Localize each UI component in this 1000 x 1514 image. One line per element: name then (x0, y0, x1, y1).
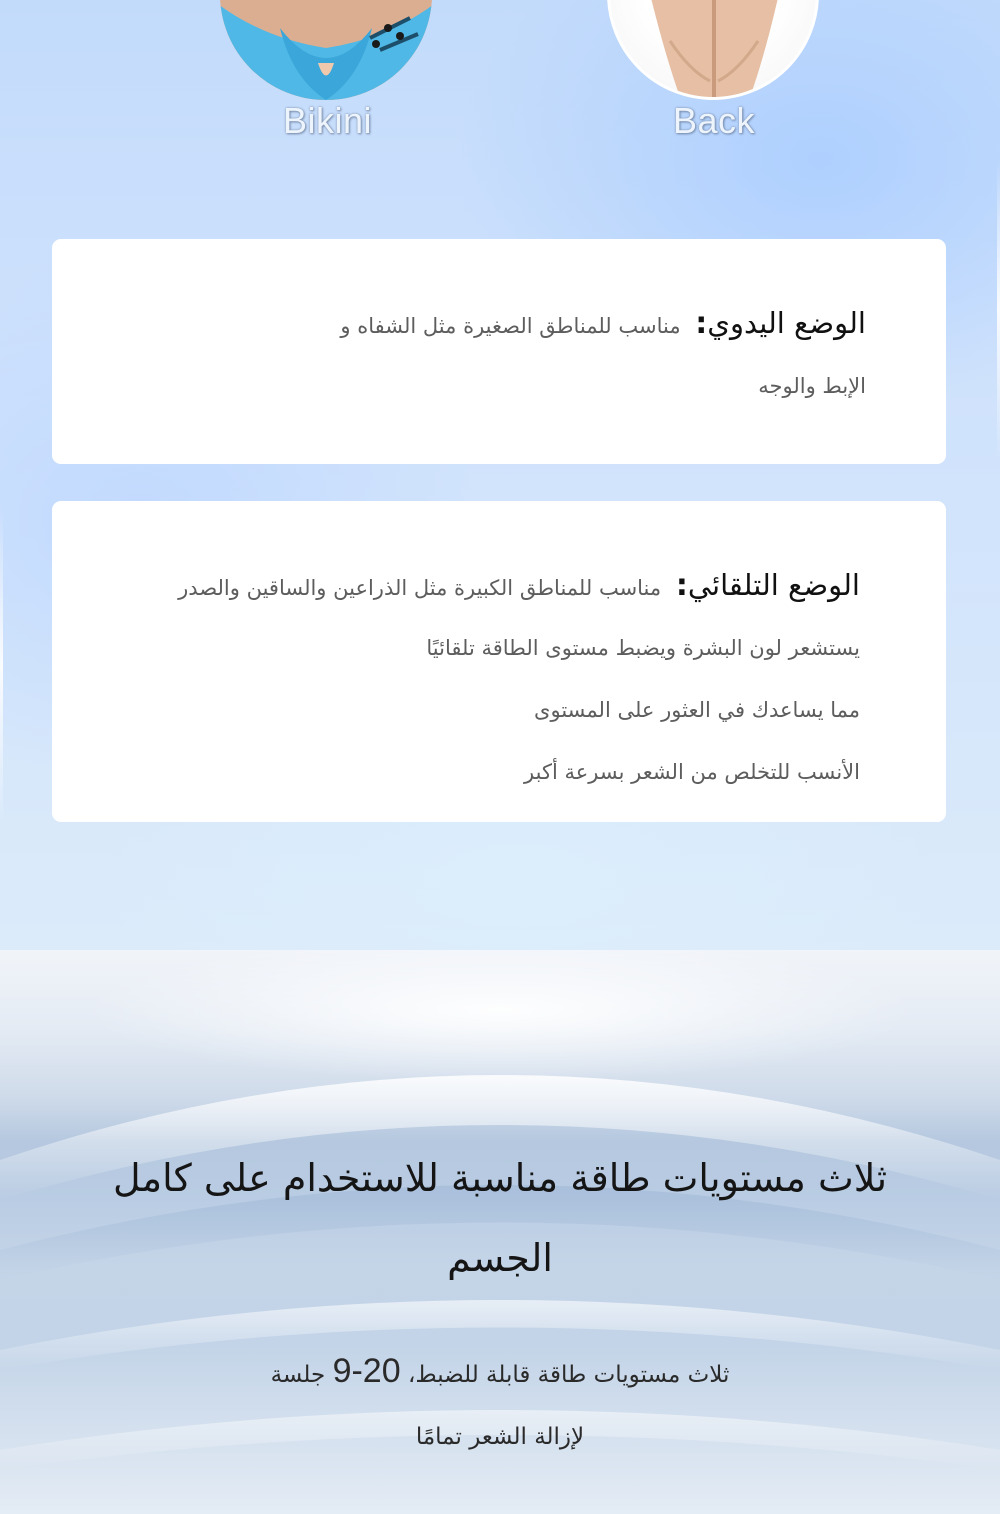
energy-levels-section (0, 950, 1000, 1514)
auto-mode-card (52, 501, 946, 822)
auto-mode-text: يستشعر لون البشرة ويضبط مستوى الطاقة تلقائيًا (426, 636, 860, 660)
energy-desc-line (100, 1340, 900, 1406)
manual-mode-line (112, 291, 866, 355)
energy-desc-prefix: ثلاث مستويات طاقة قابلة للضبط، (407, 1362, 730, 1388)
energy-desc-suffix: جلسة (270, 1362, 326, 1388)
energy-heading-line: الجسم (447, 1236, 553, 1280)
manual-mode-text: مناسب للمناطق الصغيرة مثل الشفاه و (340, 314, 681, 338)
auto-mode-text: مناسب للمناطق الكبيرة مثل الذراعين والساقين والصدر (178, 576, 662, 600)
manual-mode-title: الوضع اليدوي (707, 306, 866, 340)
decorative-divider (0, 510, 3, 825)
back-label: Back (673, 100, 756, 141)
energy-heading-line: ثلاث مستويات طاقة مناسبة للاستخدام على كامل (112, 1156, 888, 1200)
bikini-label: Bikini (283, 100, 373, 141)
sessions-count: 9-20 (332, 1352, 401, 1390)
auto-mode-text: مما يساعدك في العثور على المستوى (534, 698, 860, 722)
manual-mode-text: الإبط والوجه (758, 374, 866, 398)
manual-mode-colon: : (695, 306, 708, 341)
auto-mode-colon: : (675, 568, 688, 603)
energy-heading (80, 1138, 920, 1298)
bikini-area-photo (220, 0, 432, 100)
energy-desc-line: لإزالة الشعر تمامًا (415, 1424, 585, 1450)
manual-mode-card (52, 239, 946, 464)
auto-mode-title: الوضع التلقائي (687, 568, 860, 602)
back-area-photo (607, 0, 819, 100)
auto-mode-text: الأنسب للتخلص من الشعر بسرعة أكبر (524, 760, 860, 784)
energy-description (100, 1340, 900, 1468)
auto-mode-line (112, 553, 860, 617)
